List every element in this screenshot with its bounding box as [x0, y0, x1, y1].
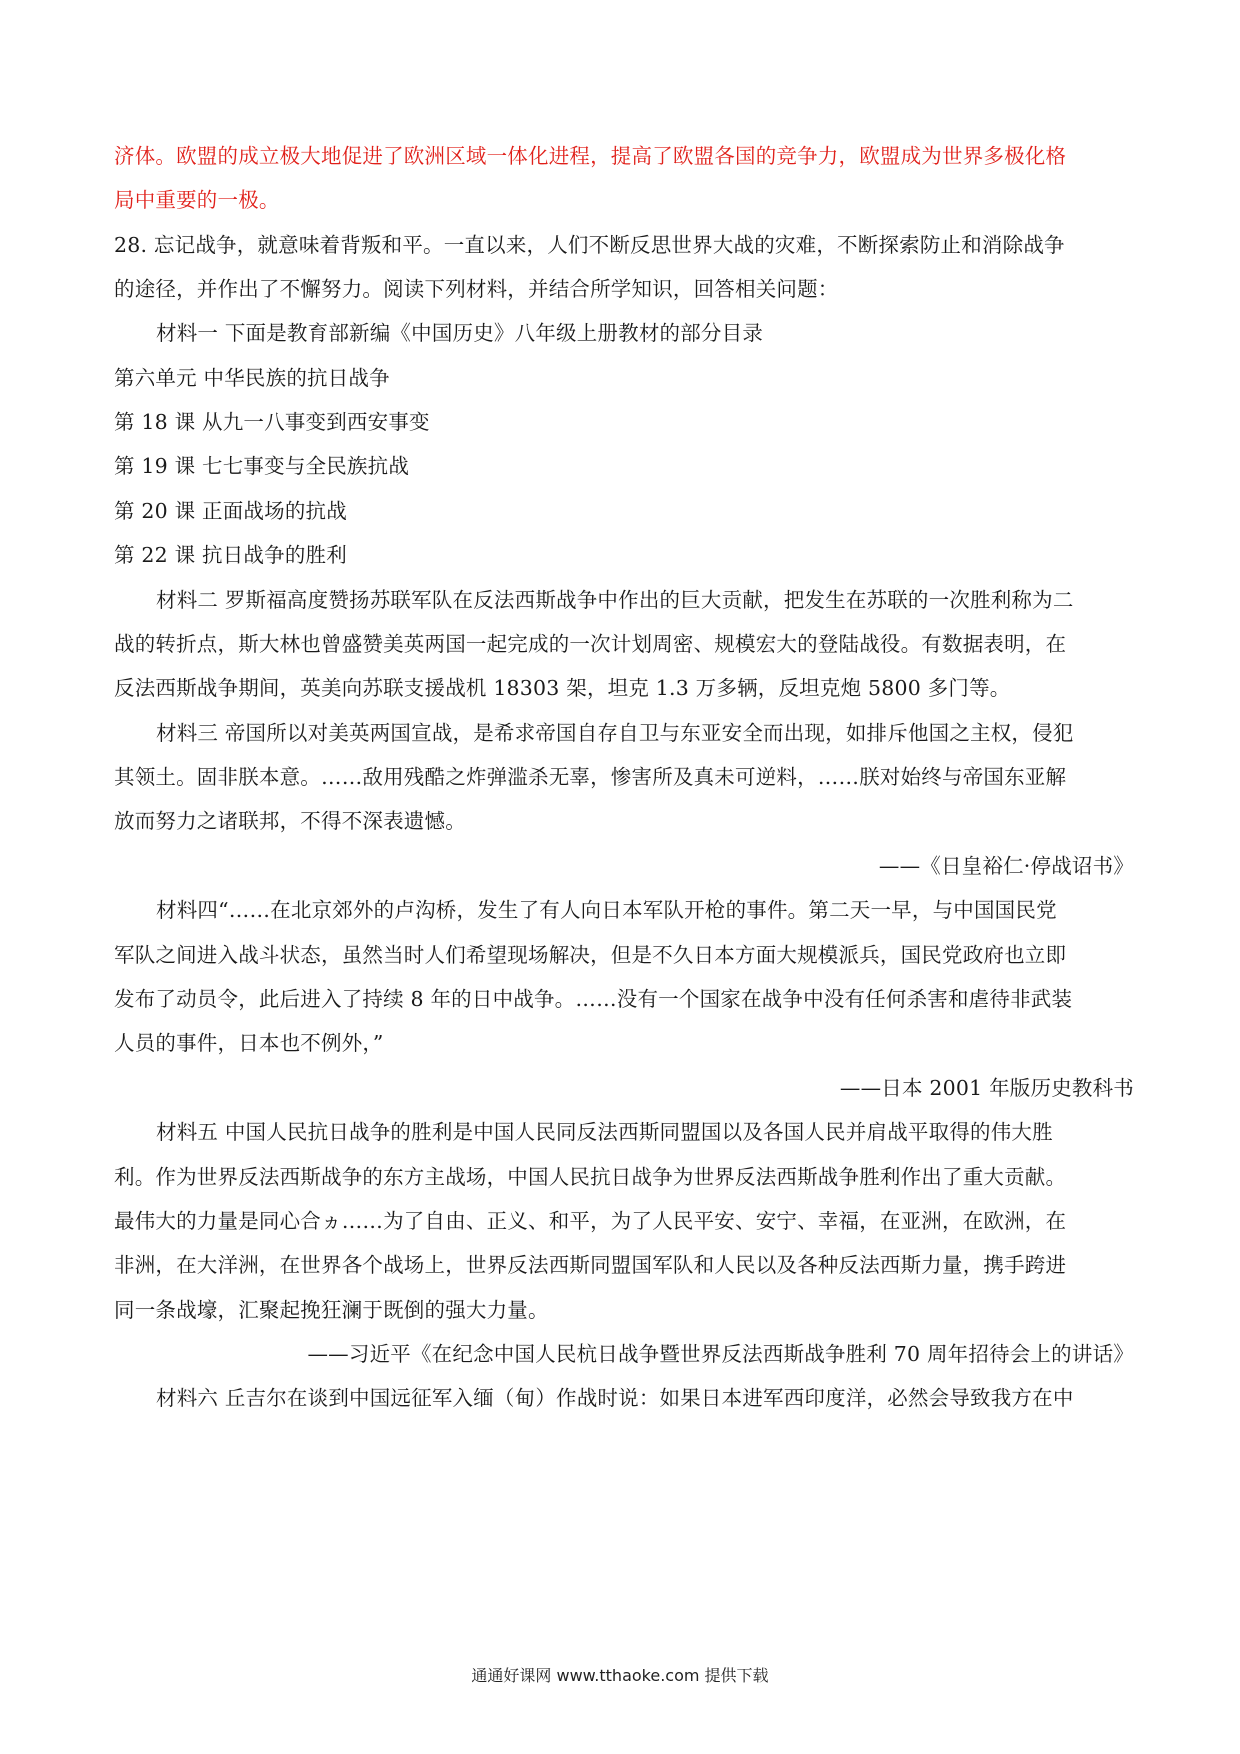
- material-six-line: 材料六 丘吉尔在谈到中国远征军入缅（甸）作战时说：如果日本进军西印度洋，必然会导致我方在中: [156, 1386, 1074, 1410]
- answer-text-line: 局中重要的一极。: [114, 188, 280, 212]
- toc-entry: 第 22 课 抗日战争的胜利: [114, 543, 347, 567]
- material-three-source: ——《日皇裕仁·停战诏书》: [878, 854, 1134, 878]
- material-two-line: 战的转折点，斯大林也曾盛赞美英两国一起完成的一次计划周密、规模宏大的登陆战役。有数据表明，在: [114, 632, 1067, 656]
- question-stem-line: 的途径，并作出了不懈努力。阅读下列材料，并结合所学知识，回答相关问题：: [114, 277, 839, 301]
- page-footer: 通通好课网 www.tthaoke.com 提供下载: [471, 1666, 769, 1685]
- material-two-line: 反法西斯战争期间，英美向苏联支援战机 18303 架，坦克 1.3 万多辆，反坦克炮 5800 多门等。: [114, 676, 1011, 700]
- toc-entry: 第 19 课 七七事变与全民族抗战: [114, 454, 410, 478]
- material-four-source: ——日本 2001 年版历史教科书: [839, 1076, 1134, 1100]
- toc-entry: 第 18 课 从九一八事变到西安事变: [114, 410, 430, 434]
- material-five-line: 最伟大的力量是同心合ヵ……为了自由、正义、和平，为了人民平安、安宁、幸福，在亚洲，在欧洲，在: [114, 1209, 1067, 1233]
- material-five-line: 非洲，在大洋洲，在世界各个战场上，世界反法西斯同盟国军队和人民以及各种反法西斯力量，携手跨进: [114, 1253, 1067, 1277]
- material-four-line: 发布了动员令，此后进入了持续 8 年的日中战争。……没有一个国家在战争中没有任何杀害和虐待非武装: [114, 987, 1073, 1011]
- answer-text-line: 济体。欧盟的成立极大地促进了欧洲区域一体化进程，提高了欧盟各国的竞争力，欧盟成为世界多极化格: [114, 144, 1067, 168]
- material-five-line: 同一条战壕，汇聚起挽狂澜于既倒的强大力量。: [114, 1298, 549, 1322]
- material-four-line: 材料四“……在北京郊外的卢沟桥，发生了有人向日本军队开枪的事件。第二天一早，与中国国民党: [156, 898, 1057, 922]
- material-five-line: 材料五 中国人民抗日战争的胜利是中国人民同反法西斯同盟国以及各国人民并肩战平取得的伟大胜: [156, 1120, 1053, 1144]
- toc-entry: 第 20 课 正面战场的抗战: [114, 499, 347, 523]
- material-four-line: 人员的事件，日本也不例外，”: [114, 1031, 384, 1055]
- material-five-source: ——习近平《在纪念中国人民杭日战争暨世界反法西斯战争胜利 70 周年招待会上的讲话》: [307, 1342, 1134, 1366]
- material-three-line: 材料三 帝国所以对美英两国宣战，是希求帝国自存自卫与东亚安全而出现，如排斥他国之主权，侵犯: [156, 721, 1074, 745]
- question-stem-line: 28. 忘记战争，就意味着背叛和平。一直以来，人们不断反思世界大战的灾难，不断探索防止和消除战争: [114, 233, 1065, 257]
- material-three-line: 放而努力之诸联邦，不得不深表遗憾。: [114, 809, 466, 833]
- material-two-line: 材料二 罗斯福高度赞扬苏联军队在反法西斯战争中作出的巨大贡献，把发生在苏联的一次胜利称为二: [156, 588, 1074, 612]
- material-four-line: 军队之间进入战斗状态，虽然当时人们希望现场解决，但是不久日本方面大规模派兵，国民党政府也立即: [114, 943, 1067, 967]
- toc-entry: 第六单元 中华民族的抗日战争: [114, 366, 390, 390]
- material-three-line: 其领土。固非朕本意。……敌用残酷之炸弹滥杀无辜，惨害所及真未可逆料，……朕对始终与帝国东亚解: [114, 765, 1067, 789]
- material-one-intro: 材料一 下面是教育部新编《中国历史》八年级上册教材的部分目录: [156, 321, 764, 345]
- material-five-line: 利。作为世界反法西斯战争的东方主战场，中国人民抗日战争为世界反法西斯战争胜利作出了重大贡献。: [114, 1165, 1067, 1189]
